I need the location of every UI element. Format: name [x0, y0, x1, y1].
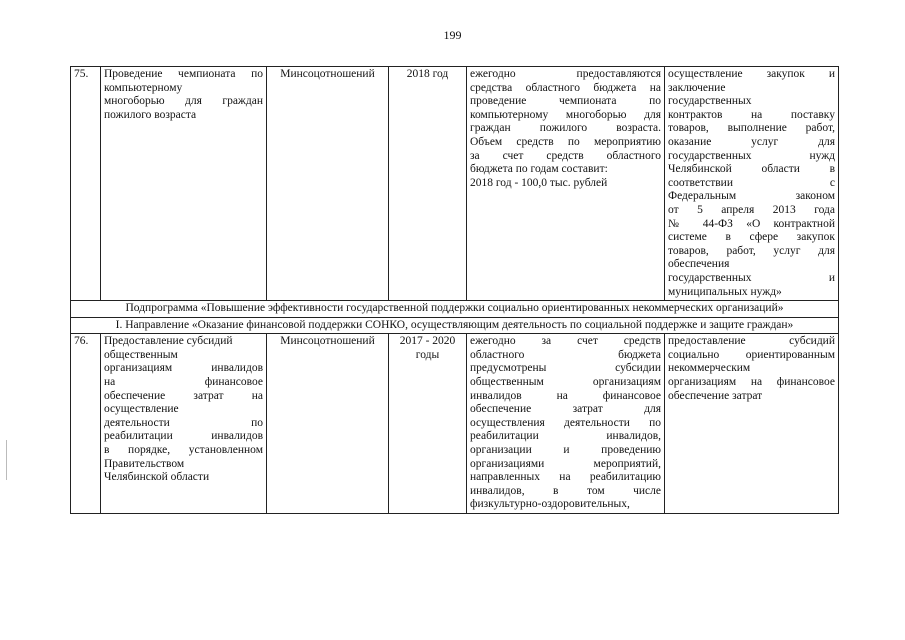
text-line: системе в сфере закупок	[668, 231, 835, 244]
text-line: государственных нужд	[668, 149, 835, 162]
text-line: осуществление закупок и	[668, 68, 835, 80]
funding-cell	[467, 334, 665, 514]
text-line: на финансовое	[104, 376, 263, 389]
text-line: компьютерному многоборью для	[470, 108, 661, 121]
text-line: № 44-ФЗ «О контрактной	[668, 217, 835, 230]
text-line: общественным организациям	[470, 376, 661, 389]
direction-row	[71, 317, 839, 334]
result-cell	[665, 67, 839, 301]
text-line: организациями мероприятий,	[470, 457, 661, 470]
text-line: предусмотрены субсидии	[470, 362, 661, 375]
text-line: компьютерному	[104, 81, 183, 94]
text-line: областного бюджета	[470, 348, 661, 361]
text-line: реабилитации инвалидов,	[470, 430, 661, 443]
text-line: соответствии с	[668, 176, 835, 189]
text-line: оказание услуг для	[668, 135, 835, 148]
text-line: ежегодно за счет средств	[470, 335, 661, 348]
text-line: средства областного бюджета на	[470, 81, 661, 94]
text-line: муниципальных нужд»	[668, 285, 782, 298]
text-line: заключение	[668, 81, 726, 94]
text-line: 2017 - 2020	[399, 335, 456, 348]
text-line: государственных	[668, 95, 752, 108]
text-line: осуществления деятельности по	[470, 416, 661, 429]
subprogram-title: Подпрограмма «Повышение эффективности государственной поддержки социально ориентированных некоммерческих организаций»	[71, 301, 839, 318]
text-line: контрактов на поставку	[668, 108, 835, 121]
text-line: Проведение чемпионата по	[104, 68, 263, 80]
text-line: от 5 апреля 2013 года	[668, 203, 835, 216]
text-line: обеспечение затрат на	[104, 389, 263, 402]
text-line: Федеральным законом	[668, 190, 835, 203]
text-line: обеспечения	[668, 258, 730, 271]
direction-title: I. Направление «Оказание финансовой поддержки СОНКО, осуществляющим деятельность по социальной поддержке и защите граждан»	[71, 317, 839, 334]
text-line: физкультурно-оздоровительных,	[470, 498, 630, 511]
text-line: годы	[415, 348, 440, 361]
subprogram-row	[71, 301, 839, 318]
text-line: инвалидов на финансовое	[470, 389, 661, 402]
row-number: 75.	[71, 67, 101, 301]
text-line: инвалидов, в том числе	[470, 484, 661, 497]
text-line: деятельности по	[104, 416, 263, 429]
text-line: многоборью для граждан	[104, 95, 263, 108]
text-line: организациям инвалидов	[104, 362, 263, 375]
text-line: государственных и	[668, 271, 835, 284]
period-cell	[389, 334, 467, 514]
text-line: социально ориентированным	[668, 348, 835, 361]
text-line: Предоставление субсидий	[104, 335, 233, 348]
event-cell	[101, 67, 267, 301]
text-line: направленных на реабилитацию	[470, 471, 661, 484]
text-line: Челябинской области в	[668, 163, 835, 176]
executor-cell: Минсоцотношений	[267, 334, 389, 514]
program-table	[70, 66, 839, 514]
event-cell	[101, 334, 267, 514]
text-line: Объем средств по мероприятию	[470, 135, 661, 148]
text-line: бюджета по годам составит:	[470, 163, 608, 176]
text-line: общественным	[104, 348, 178, 361]
text-line: Челябинской области	[104, 471, 210, 484]
text-line: товаров, работ, услуг для	[668, 244, 835, 257]
row-number: 76.	[71, 334, 101, 514]
text-line: ежегодно предоставляются	[470, 68, 661, 80]
text-line: обеспечение затрат для	[470, 403, 661, 416]
executor-cell: Минсоцотношений	[267, 67, 389, 301]
text-line: товаров, выполнение работ,	[668, 122, 835, 135]
result-cell	[665, 334, 839, 514]
period-cell: 2018 год	[389, 67, 467, 301]
text-line: 2018 год - 100,0 тыс. рублей	[470, 176, 608, 189]
text-line: предоставление субсидий	[668, 335, 835, 348]
funding-cell	[467, 67, 665, 301]
text-line: граждан пожилого возраста.	[470, 122, 661, 135]
text-line: организации и проведению	[470, 444, 661, 457]
text-line: некоммерческим	[668, 362, 751, 375]
text-line: организациям на финансовое	[668, 376, 835, 389]
scan-edge-mark	[6, 440, 7, 480]
text-line: проведение чемпионата по	[470, 95, 661, 108]
text-line: обеспечение затрат	[668, 389, 763, 402]
text-line: пожилого возраста	[104, 108, 197, 121]
page-number: 199	[443, 28, 462, 42]
text-line: реабилитации инвалидов	[104, 430, 263, 443]
table-row	[71, 67, 839, 301]
text-line: Правительством	[104, 457, 185, 470]
text-line: за счет средств областного	[470, 149, 661, 162]
text-line: в порядке, установленном	[104, 444, 263, 457]
text-line: осуществление	[104, 403, 179, 416]
table-row	[71, 334, 839, 514]
